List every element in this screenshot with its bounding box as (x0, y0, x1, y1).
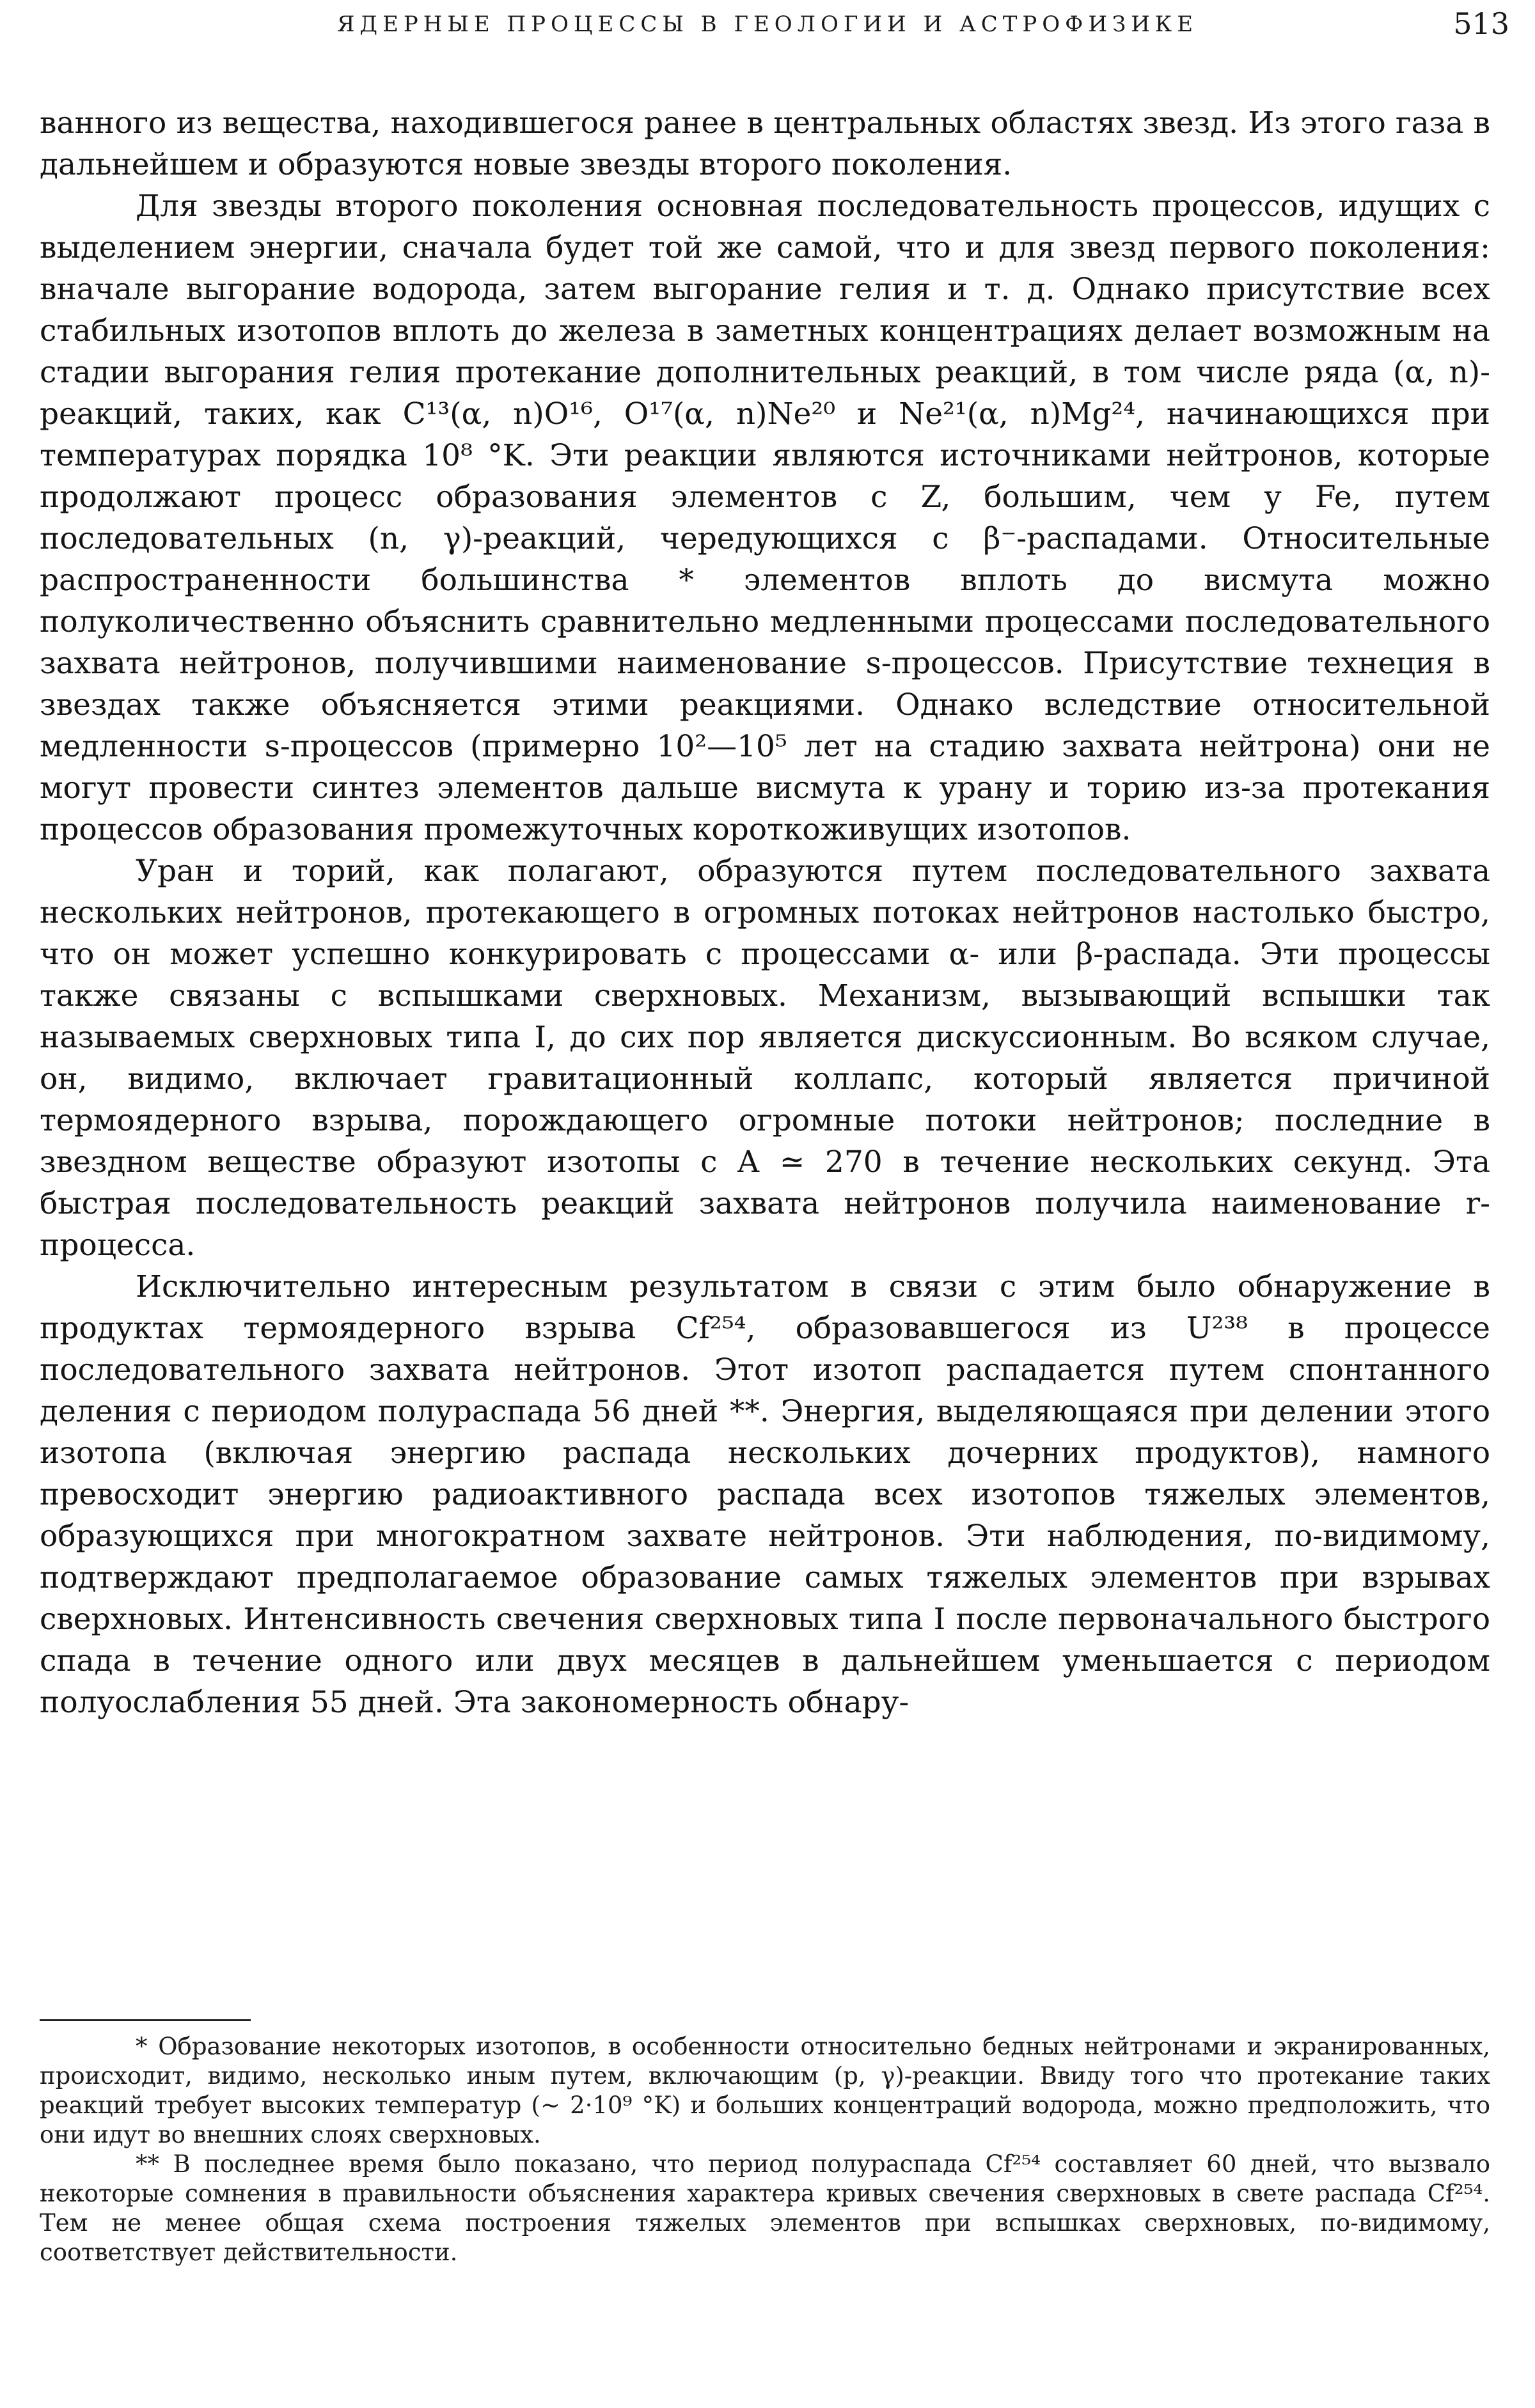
paragraph-uranium-thorium: Уран и торий, как полагают, образуются путем последовательного захвата нескольких нейтронов, протекающего в огромных потоках нейтронов настолько быстро, что он может успешно конкурировать с процессами α- или β-распада. Эти процессы также связаны с вспышками сверхновых. Механизм, вызывающий вспышки так называемых сверхновых типа I, до сих пор является дискуссионным. Во всяком случае, он, видимо, включает гравитационный коллапс, который является причиной термоядерного взрыва, порождающего огромные потоки нейтронов; последние в звездном веществе образуют изотопы с A ≃ 270 в течение нескольких секунд. Эта быстрая последовательность реакций захвата нейтронов получила наименование r-процесса. (40, 854, 1490, 1263)
footnote-1: * Образование некоторых изотопов, в особенности относительно бедных нейтронами и экранированных, происходит, видимо, несколько иным путем, включающим (p, γ)-реакции. Ввиду того что протекание таких реакций требует высоких температур (~ 2·10⁹ °K) и больших концентраций водорода, можно предположить, что они идут во внешних слоях сверхновых. (40, 2033, 1490, 2148)
running-title: ЯДЕРНЫЕ ПРОЦЕССЫ В ГЕОЛОГИИ И АСТРОФИЗИКЕ (336, 12, 1199, 37)
footnotes (40, 2032, 1490, 2267)
paragraph-continued: ванного из вещества, находившегося ранее в центральных областях звезд. Из этого газа в дальнейшем и образуются новые звезды второго поколения. (40, 106, 1490, 182)
paragraph-cf254: Исключительно интересным результатом в связи с этим было обнаружение в продуктах термоядерного взрыва Cf²⁵⁴, образовавшегося из U²³⁸ в процессе последовательного захвата нейтронов. Этот изотоп распадается путем спонтанного деления с периодом полураспада 56 дней **. Энергия, выделяющаяся при делении этого изотопа (включая энергию распада нескольких дочерних продуктов), намного превосходит энергию радиоактивного распада всех изотопов тяжелых элементов, образующихся при многократном захвате нейтронов. Эти наблюдения, по-видимому, подтверждают предполагаемое образование самых тяжелых элементов при взрывах сверхновых. Интенсивность свечения сверхновых типа I после первоначального быстрого спада в течение одного или двух месяцев в дальнейшем уменьшается с периодом полуослабления 55 дней. Эта закономерность обнару- (40, 1269, 1490, 1720)
body-text (40, 102, 1490, 1723)
page-number: 513 (1453, 6, 1509, 41)
paragraph-second-generation-stars: Для звезды второго поколения основная последовательность процессов, идущих с выделением энергии, сначала будет той же самой, что и для звезд первого поколения: вначале выгорание водорода, затем выгорание гелия и т. д. Однако присутствие всех стабильных изотопов вплоть до железа в заметных концентрациях делает возможным на стадии выгорания гелия протекание дополнительных реакций, в том числе ряда (α, n)-реакций, таких, как C¹³(α, n)O¹⁶, O¹⁷(α, n)Ne²⁰ и Ne²¹(α, n)Mg²⁴, начинающихся при температурах порядка 10⁸ °K. Эти реакции являются источниками нейтронов, которые продолжают процесс образования элементов с Z, большим, чем у Fe, путем последовательных (n, γ)-реакций, чередующихся с β⁻-распадами. Относительные распространенности большинства * элементов вплоть до висмута можно полуколичественно объяснить сравнительно медленными процессами последовательного захвата нейтронов, получившими наименование s-процессов. Присутствие технеция в звездах также объясняется этими реакциями. Однако вследствие относительной медленности s-процессов (примерно 10²—10⁵ лет на стадию захвата нейтрона) они не могут провести синтез элементов дальше висмута к урану и торию из-за протекания процессов образования промежуточных короткоживущих изотопов. (40, 189, 1490, 847)
running-head (0, 6, 1535, 45)
footnote-2: ** В последнее время было показано, что период полураспада Cf²⁵⁴ составляет 60 дней, что вызвало некоторые сомнения в правильности объяснения характера кривых свечения сверхновых в свете распада Cf²⁵⁴. Тем не менее общая схема построения тяжелых элементов при вспышках сверхновых, по-видимому, соответствует действительности. (40, 2150, 1490, 2266)
footnote-rule (40, 2019, 251, 2021)
